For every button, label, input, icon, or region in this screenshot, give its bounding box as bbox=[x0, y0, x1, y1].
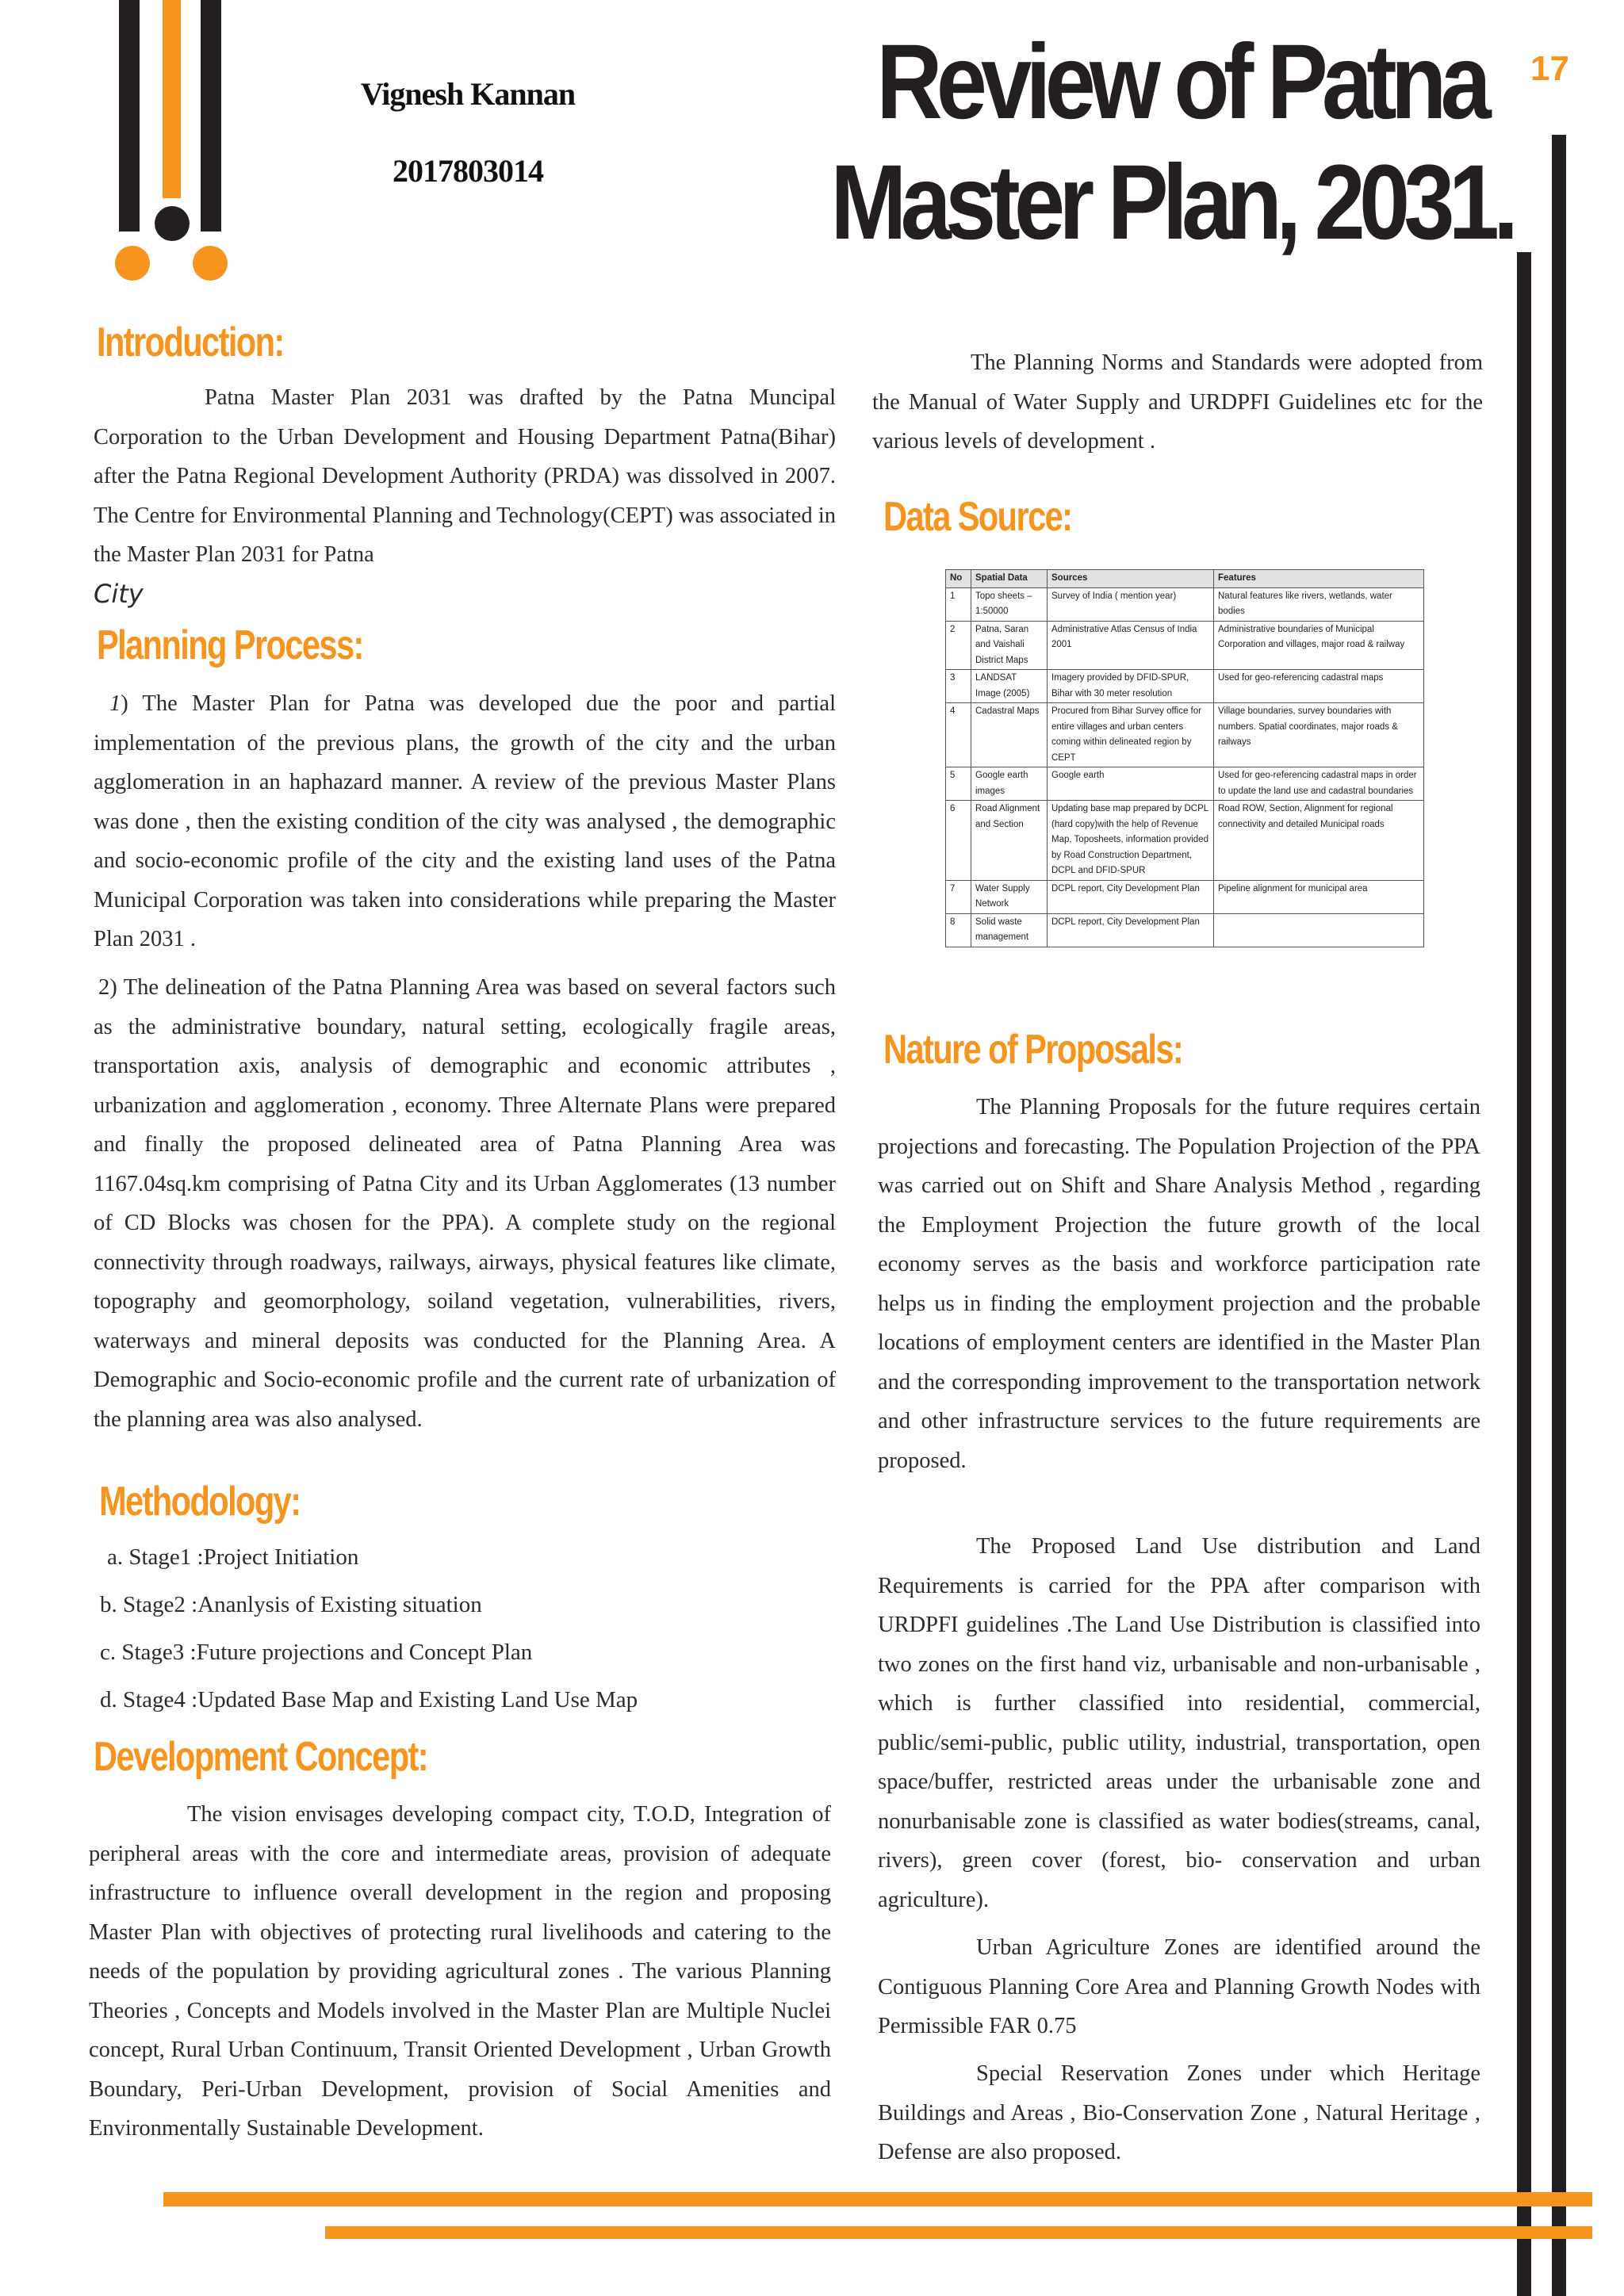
table-cell: Imagery provided by DFID-SPUR, Bihar with 30 meter resolution bbox=[1048, 670, 1214, 703]
table-cell: DCPL report, City Development Plan bbox=[1048, 880, 1214, 913]
table-row bbox=[946, 767, 1424, 801]
table-row bbox=[946, 670, 1424, 703]
table-row bbox=[946, 703, 1424, 767]
table-cell: 5 bbox=[946, 767, 971, 801]
norms-text: The Planning Norms and Standards were adopted from the Manual of Water Supply and URDPFI Guidelines etc for the various levels of development . bbox=[872, 350, 1483, 453]
logo-bar-right bbox=[201, 0, 221, 232]
table-cell: Pipeline alignment for municipal area bbox=[1214, 880, 1424, 913]
table-cell: 1 bbox=[946, 587, 971, 621]
table-cell: LANDSAT Image (2005) bbox=[971, 670, 1048, 703]
table-cell: Topo sheets – 1:50000 bbox=[971, 587, 1048, 621]
nature-of-proposals-p1: The Planning Proposals for the future requires certain projections and forecasting. The Population Projection of the PPA was carried out on Shift and Share Analysis Method , regarding the Employment Projection the future growth of the local economy serves as the basis and workforce participation rate helps us in finding the employment projection and the probable locations of employment centers are identified in the Master Plan and the corresponding improvement to the transportation network and other infrastructure services to the future requirements are proposed. bbox=[878, 1095, 1480, 1473]
table-cell: Village boundaries, survey boundaries with numbers. Spatial coordinates, major roads & railways bbox=[1214, 703, 1424, 767]
table-row bbox=[946, 880, 1424, 913]
planning-process-p2: 2) The delineation of the Patna Planning Area was based on several factors such as the administrative boundary, natural setting, ecologically fragile areas, transportation axis, analysis of demographic and economic attributes , urbanization and agglomeration , economy. Three Alternate Plans were prepared and finally the proposed delineated area of Patna Planning Area was 1167.04sq.km comprising of Patna City and its Urban Agglomerates (13 number of CD Blocks was chosen for the PPA). A complete study on the regional connectivity through roadways, railways, airways, physical features like climate, topography and geomorphology, soiland vegetation, vulnerabilities, rivers, waterways and mineral deposits was conducted for the Planning Area. A Demographic and Socio-economic profile and the current rate of urbanization of the planning area was also analysed. bbox=[94, 975, 836, 1432]
page-title-line2: Master Plan, 2031. bbox=[830, 144, 1513, 262]
author-name: Vignesh Kannan bbox=[360, 76, 576, 112]
table-cell: 8 bbox=[946, 913, 971, 947]
methodology-stage-4: d. Stage4 :Updated Base Map and Existing Land Use Map bbox=[100, 1687, 638, 1712]
right-bar-outer bbox=[1552, 135, 1566, 2296]
table-cell: Administrative boundaries of Municipal Corporation and villages, major road & railway bbox=[1214, 621, 1424, 670]
table-cell: 3 bbox=[946, 670, 971, 703]
table-cell: Google earth images bbox=[971, 767, 1048, 801]
table-row bbox=[946, 587, 1424, 621]
right-bar-inner bbox=[1517, 252, 1531, 2296]
data-source-table bbox=[945, 569, 1424, 947]
table-cell: Used for geo-referencing cadastral maps bbox=[1214, 670, 1424, 703]
table-cell: 7 bbox=[946, 880, 971, 913]
table-header-row bbox=[946, 570, 1424, 588]
methodology-heading: Methodology: bbox=[99, 1479, 301, 1525]
table-cell: Cadastral Maps bbox=[971, 703, 1048, 767]
nature-of-proposals-p3: Urban Agriculture Zones are identified around the Contiguous Planning Core Area and Planning Growth Nodes with Permissible FAR 0.75 bbox=[878, 1935, 1480, 2038]
table-cell: Road ROW, Section, Alignment for regional connectivity and detailed Municipal roads bbox=[1214, 801, 1424, 881]
table-cell: 4 bbox=[946, 703, 971, 767]
table-cell: 2 bbox=[946, 621, 971, 670]
introduction-heading: Introduction: bbox=[97, 320, 284, 365]
table-cell: Patna, Saran and Vaishali District Maps bbox=[971, 621, 1048, 670]
table-header-cell: Spatial Data bbox=[971, 570, 1048, 588]
table-cell: Procured from Bihar Survey office for entire villages and urban centers coming within delineated region by CEPT bbox=[1048, 703, 1214, 767]
table-cell: Water Supply Network bbox=[971, 880, 1048, 913]
table-row bbox=[946, 621, 1424, 670]
development-concept-heading: Development Concept: bbox=[94, 1734, 428, 1780]
table-cell: Used for geo-referencing cadastral maps in order to update the land use and cadastral boundaries bbox=[1214, 767, 1424, 801]
table-cell: Natural features like rivers, wetlands, water bodies bbox=[1214, 587, 1424, 621]
table-header-cell: Features bbox=[1214, 570, 1424, 588]
page-title bbox=[830, 22, 1513, 263]
methodology-stage-1: a. Stage1 :Project Initiation bbox=[107, 1544, 359, 1570]
page-number: 17 bbox=[1530, 49, 1569, 88]
data-source-heading: Data Source: bbox=[883, 494, 1072, 540]
table-cell: Solid waste management bbox=[971, 913, 1048, 947]
table-cell: DCPL report, City Development Plan bbox=[1048, 913, 1214, 947]
planning-process-heading: Planning Process: bbox=[97, 622, 363, 668]
page-title-line1: Review of Patna bbox=[876, 23, 1485, 141]
logo-dot-orange-left bbox=[115, 246, 150, 281]
logo-bar-left bbox=[119, 0, 140, 232]
table-cell: Administrative Atlas Census of India 2001 bbox=[1048, 621, 1214, 670]
bottom-rule-1 bbox=[163, 2192, 1592, 2206]
table-cell: 6 bbox=[946, 801, 971, 881]
bottom-rule-2 bbox=[325, 2226, 1592, 2239]
nature-of-proposals-p2: The Proposed Land Use distribution and Land Requirements is carried for the PPA after comparison with URDPFI guidelines .The Land Use Distribution is classified into two zones on the first hand viz, urbanisable and non-urbanisable , which is further classified into residential, commercial, public/semi-public, public utility, industrial, transportation, open space/buffer, restricted areas under the urbanisable zone and nonurbanisable zone is classified as water bodies(streams, canal, rivers), green cover (forest, bio- conservation and urban agriculture). bbox=[878, 1534, 1480, 1912]
table-cell: Updating base map prepared by DCPL (hard copy)with the help of Revenue Map, Toposheets, information provided by Road Construction Department, DCPL and DFID-SPUR bbox=[1048, 801, 1214, 881]
table-header-cell: No bbox=[946, 570, 971, 588]
table-cell: Google earth bbox=[1048, 767, 1214, 801]
introduction-text: Patna Master Plan 2031 was drafted by the Patna Muncipal Corporation to the Urban Development and Housing Department Patna(Bihar) after the Patna Regional Development Authority (PRDA) was dissolved in 2007. The Centre for Environmental Planning and Technology(CEPT) was associated in the Master Plan 2031 for Patna City bbox=[94, 385, 836, 609]
table-row bbox=[946, 913, 1424, 947]
methodology-stage-2: b. Stage2 :Ananlysis of Existing situation bbox=[100, 1592, 482, 1617]
table-cell bbox=[1214, 913, 1424, 947]
logo-bar-middle bbox=[163, 0, 181, 198]
logo-dot-black bbox=[155, 206, 190, 241]
table-header-cell: Sources bbox=[1048, 570, 1214, 588]
nature-of-proposals-heading: Nature of Proposals: bbox=[883, 1027, 1183, 1073]
introduction-tail: City bbox=[94, 578, 144, 609]
planning-process-p1: 1) The Master Plan for Patna was developed due the poor and partial implementation of the previous plans, the growth of the city and the urban agglomeration in an haphazard manner. A review of the previous Master Plans was done , then the existing condition of the city was analysed , the demographic and socio-economic profile of the city and the existing land uses of the Patna Municipal Corporation was taken into considerations while preparing the Master Plan 2031 . bbox=[94, 691, 836, 951]
table-cell: Road Alignment and Section bbox=[971, 801, 1048, 881]
nature-of-proposals-p4: Special Reservation Zones under which Heritage Buildings and Areas , Bio-Conservation Zone , Natural Heritage , Defense are also proposed. bbox=[878, 2061, 1480, 2164]
development-concept-text: The vision envisages developing compact city, T.O.D, Integration of peripheral areas with the core and intermediate areas, provision of adequate infrastructure to influence overall development in the region and proposing Master Plan with objectives of protecting rural livelihoods and catering to the needs of the population by providing agricultural zones . The various Planning Theories , Concepts and Models involved in the Master Plan are Multiple Nuclei concept, Rural Urban Continuum, Transit Oriented Development , Urban Growth Boundary, Peri-Urban Development, provision of Social Amenities and Environmentally Sustainable Development. bbox=[89, 1802, 831, 2141]
table-row bbox=[946, 801, 1424, 881]
table-cell: Survey of India ( mention year) bbox=[1048, 587, 1214, 621]
logo-dot-orange-right bbox=[193, 246, 228, 281]
methodology-stage-3: c. Stage3 :Future projections and Concept Plan bbox=[100, 1640, 533, 1665]
author-id: 2017803014 bbox=[393, 153, 543, 189]
